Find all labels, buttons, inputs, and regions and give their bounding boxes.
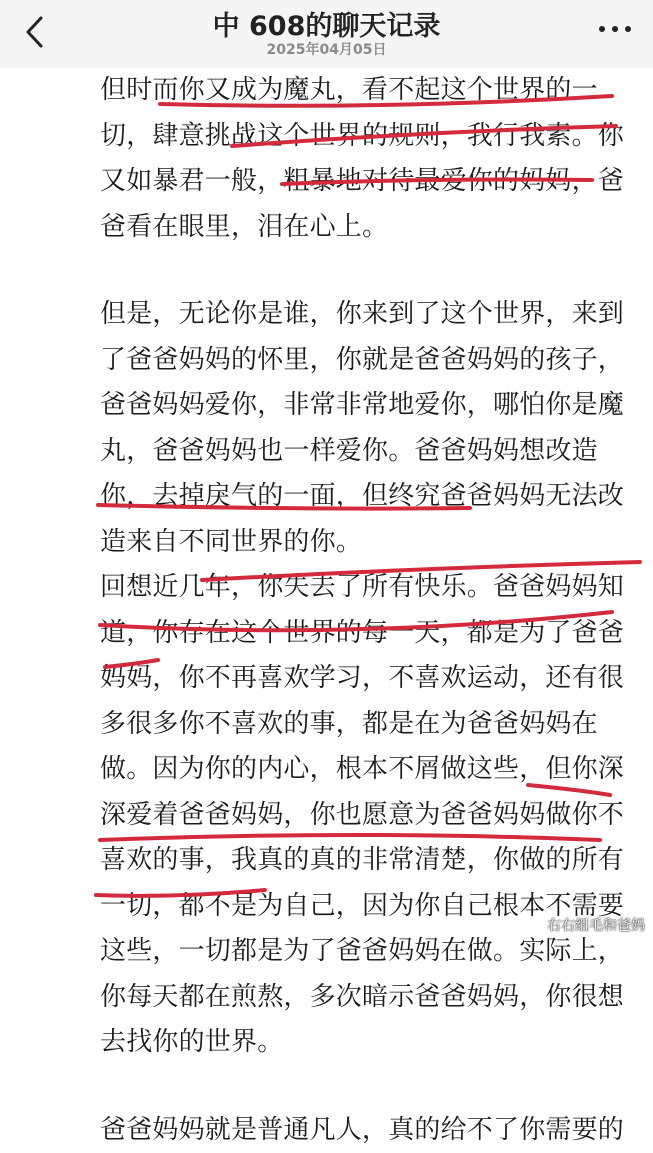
text-line: 但时而你又成为魔丸，看不起这个世界的一 bbox=[100, 68, 640, 114]
more-options-icon[interactable] bbox=[597, 24, 633, 34]
text-line: 你每天都在煎熬，多次暗示爸爸妈妈，你很想 bbox=[100, 975, 640, 1021]
chat-date: 2025年04月05日 bbox=[0, 39, 653, 59]
watermark-text: 右右组毛和爸妈 bbox=[547, 915, 645, 935]
chat-record-content bbox=[100, 68, 640, 1153]
text-line: 喜欢的事，我真的真的非常清楚，你做的所有 bbox=[100, 838, 640, 884]
text-line: 爸看在眼里，泪在心上。 bbox=[100, 205, 640, 251]
text-line: 但是，无论你是谁，你来到了这个世界，来到 bbox=[100, 292, 640, 338]
text-line: 丸，爸爸妈妈也一样爱你。爸爸妈妈想改造 bbox=[100, 429, 640, 475]
text-line: 了爸爸妈妈的怀里，你就是爸爸妈妈的孩子， bbox=[100, 338, 640, 384]
text-line: 多很多你不喜欢的事，都是在为爸爸妈妈在 bbox=[100, 702, 640, 748]
text-line: 切，肆意挑战这个世界的规则，我行我素。你 bbox=[100, 114, 640, 160]
text-line: 造来自不同世界的你。 bbox=[100, 520, 640, 566]
text-line: 爸爸妈妈爱你，非常非常地爱你，哪怕你是魔 bbox=[100, 383, 640, 429]
text-line: 深爱着爸爸妈妈，你也愿意为爸爸妈妈做你不 bbox=[100, 793, 640, 839]
text-line: 这些，一切都是为了爸爸妈妈在做。实际上， bbox=[100, 929, 640, 975]
text-line: 道，你存在这个世界的每一天，都是为了爸爸 bbox=[100, 611, 640, 657]
navigation-bar bbox=[0, 0, 653, 68]
text-line: 回想近几年，你失去了所有快乐。爸爸妈妈知 bbox=[100, 565, 640, 611]
text-line: 做。因为你的内心，根本不屑做这些，但你深 bbox=[100, 747, 640, 793]
text-line: 去找你的世界。 bbox=[100, 1020, 640, 1066]
text-line: 妈妈，你不再喜欢学习，不喜欢运动，还有很 bbox=[100, 656, 640, 702]
chat-title: 中 608的聊天记录 bbox=[0, 4, 653, 43]
text-line: 爸爸妈妈就是普通凡人，真的给不了你需要的 bbox=[100, 1108, 640, 1153]
text-line: 你，去掉戾气的一面，但终究爸爸妈妈无法改 bbox=[100, 474, 640, 520]
text-line: 一切，都不是为自己，因为你自己根本不需要 bbox=[100, 884, 640, 930]
text-line: 又如暴君一般，粗暴地对待最爱你的妈妈，爸 bbox=[100, 159, 640, 205]
